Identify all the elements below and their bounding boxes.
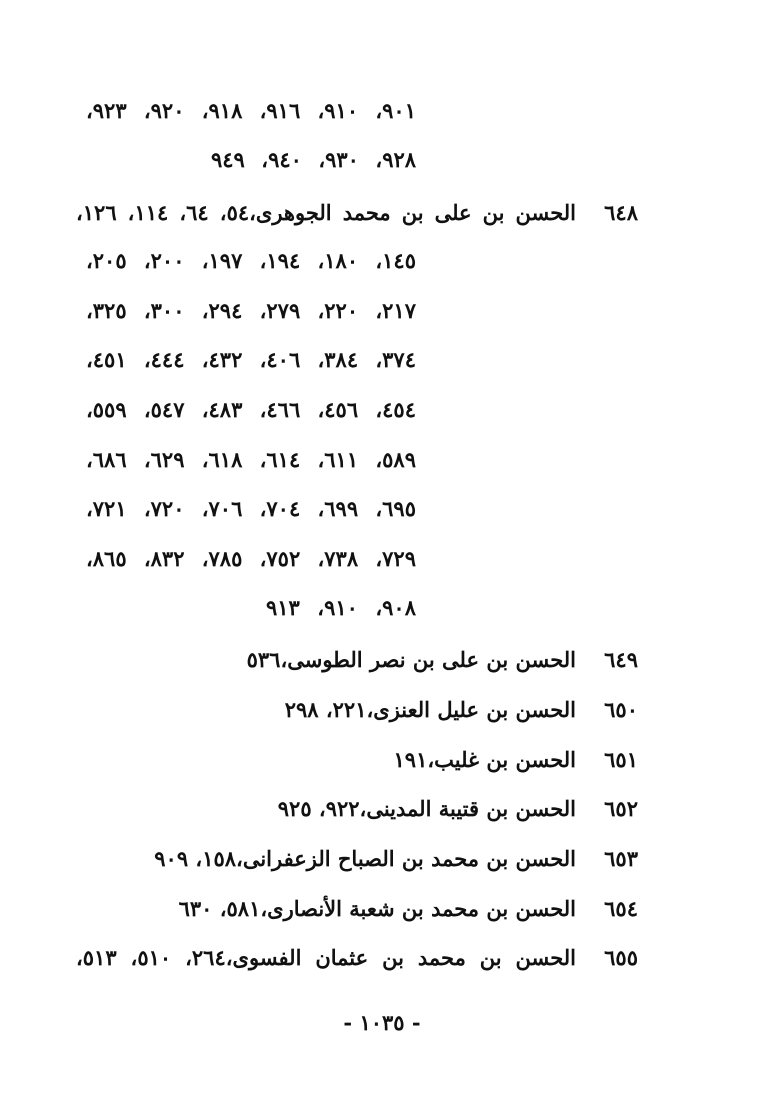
entry-text: الحسن بن محمد بن الصباح الزعفرانى،١٥٨، ٩٠٩ xyxy=(154,846,576,871)
entry-number: ٦٤٨ xyxy=(604,200,638,225)
entry-text: الحسن بن عليل العنزى،٢٢١، ٢٩٨ xyxy=(284,697,576,722)
entry-text: الحسن بن محمد بن شعبة الأنصارى،٥٨١، ٦٣٠ xyxy=(178,896,576,921)
index-line: ٤٥٤، ٤٥٦، ٤٦٦، ٤٨٣، ٥٤٧، ٥٥٩، xyxy=(86,397,416,422)
index-line: ٢١٧، ٢٢٠، ٢٧٩، ٢٩٤، ٣٠٠، ٣٢٥، xyxy=(86,298,416,323)
entry-number: ٦٥٥ xyxy=(604,945,638,970)
index-line: ٥٨٩، ٦١١، ٦١٤، ٦١٨، ٦٢٩، ٦٨٦، xyxy=(86,447,416,472)
index-line: ٩٠١، ٩١٠، ٩١٦، ٩١٨، ٩٢٠، ٩٢٣، xyxy=(86,98,416,123)
entry-text: الحسن بن على بن محمد الجوهرى،٥٤، ٦٤، ١١٤، ١٢٦، xyxy=(76,200,577,225)
entry-number: ٦٤٩ xyxy=(604,647,638,672)
entry-number: ٦٥٠ xyxy=(604,697,638,722)
index-line: ١٤٥، ١٨٠، ١٩٤، ١٩٧، ٢٠٠، ٢٠٥، xyxy=(86,248,416,273)
page-number: - ١٠٣٥ - xyxy=(343,1010,421,1035)
entry-text: الحسن بن قتيبة المدينى،٩٢٢، ٩٢٥ xyxy=(277,796,576,821)
entry-number: ٦٥٣ xyxy=(604,846,638,871)
entry-number: ٦٥٢ xyxy=(604,796,638,821)
entry-number: ٦٥٤ xyxy=(604,896,638,921)
index-line: ٦٩٥، ٦٩٩، ٧٠٤، ٧٠٦، ٧٢٠، ٧٢١، xyxy=(86,496,416,521)
entry-number: ٦٥١ xyxy=(604,747,638,772)
entry-text: الحسن بن على بن نصر الطوسى،٥٣٦ xyxy=(246,647,576,672)
entry-text: الحسن بن محمد بن عثمان الفسوى،٢٦٤، ٥١٠، ٥١٣، xyxy=(76,945,577,970)
entry-text: الحسن بن غليب،١٩١ xyxy=(393,747,576,772)
index-line: ٩٢٨، ٩٣٠، ٩٤٠، ٩٤٩ xyxy=(211,147,417,172)
index-line: ٧٢٩، ٧٣٨، ٧٥٢، ٧٨٥، ٨٣٢، ٨٦٥، xyxy=(86,546,416,571)
index-line: ٣٧٤، ٣٨٤، ٤٠٦، ٤٣٢، ٤٤٤، ٤٥١، xyxy=(86,347,416,372)
index-line: ٩٠٨، ٩١٠، ٩١٣ xyxy=(266,595,416,620)
